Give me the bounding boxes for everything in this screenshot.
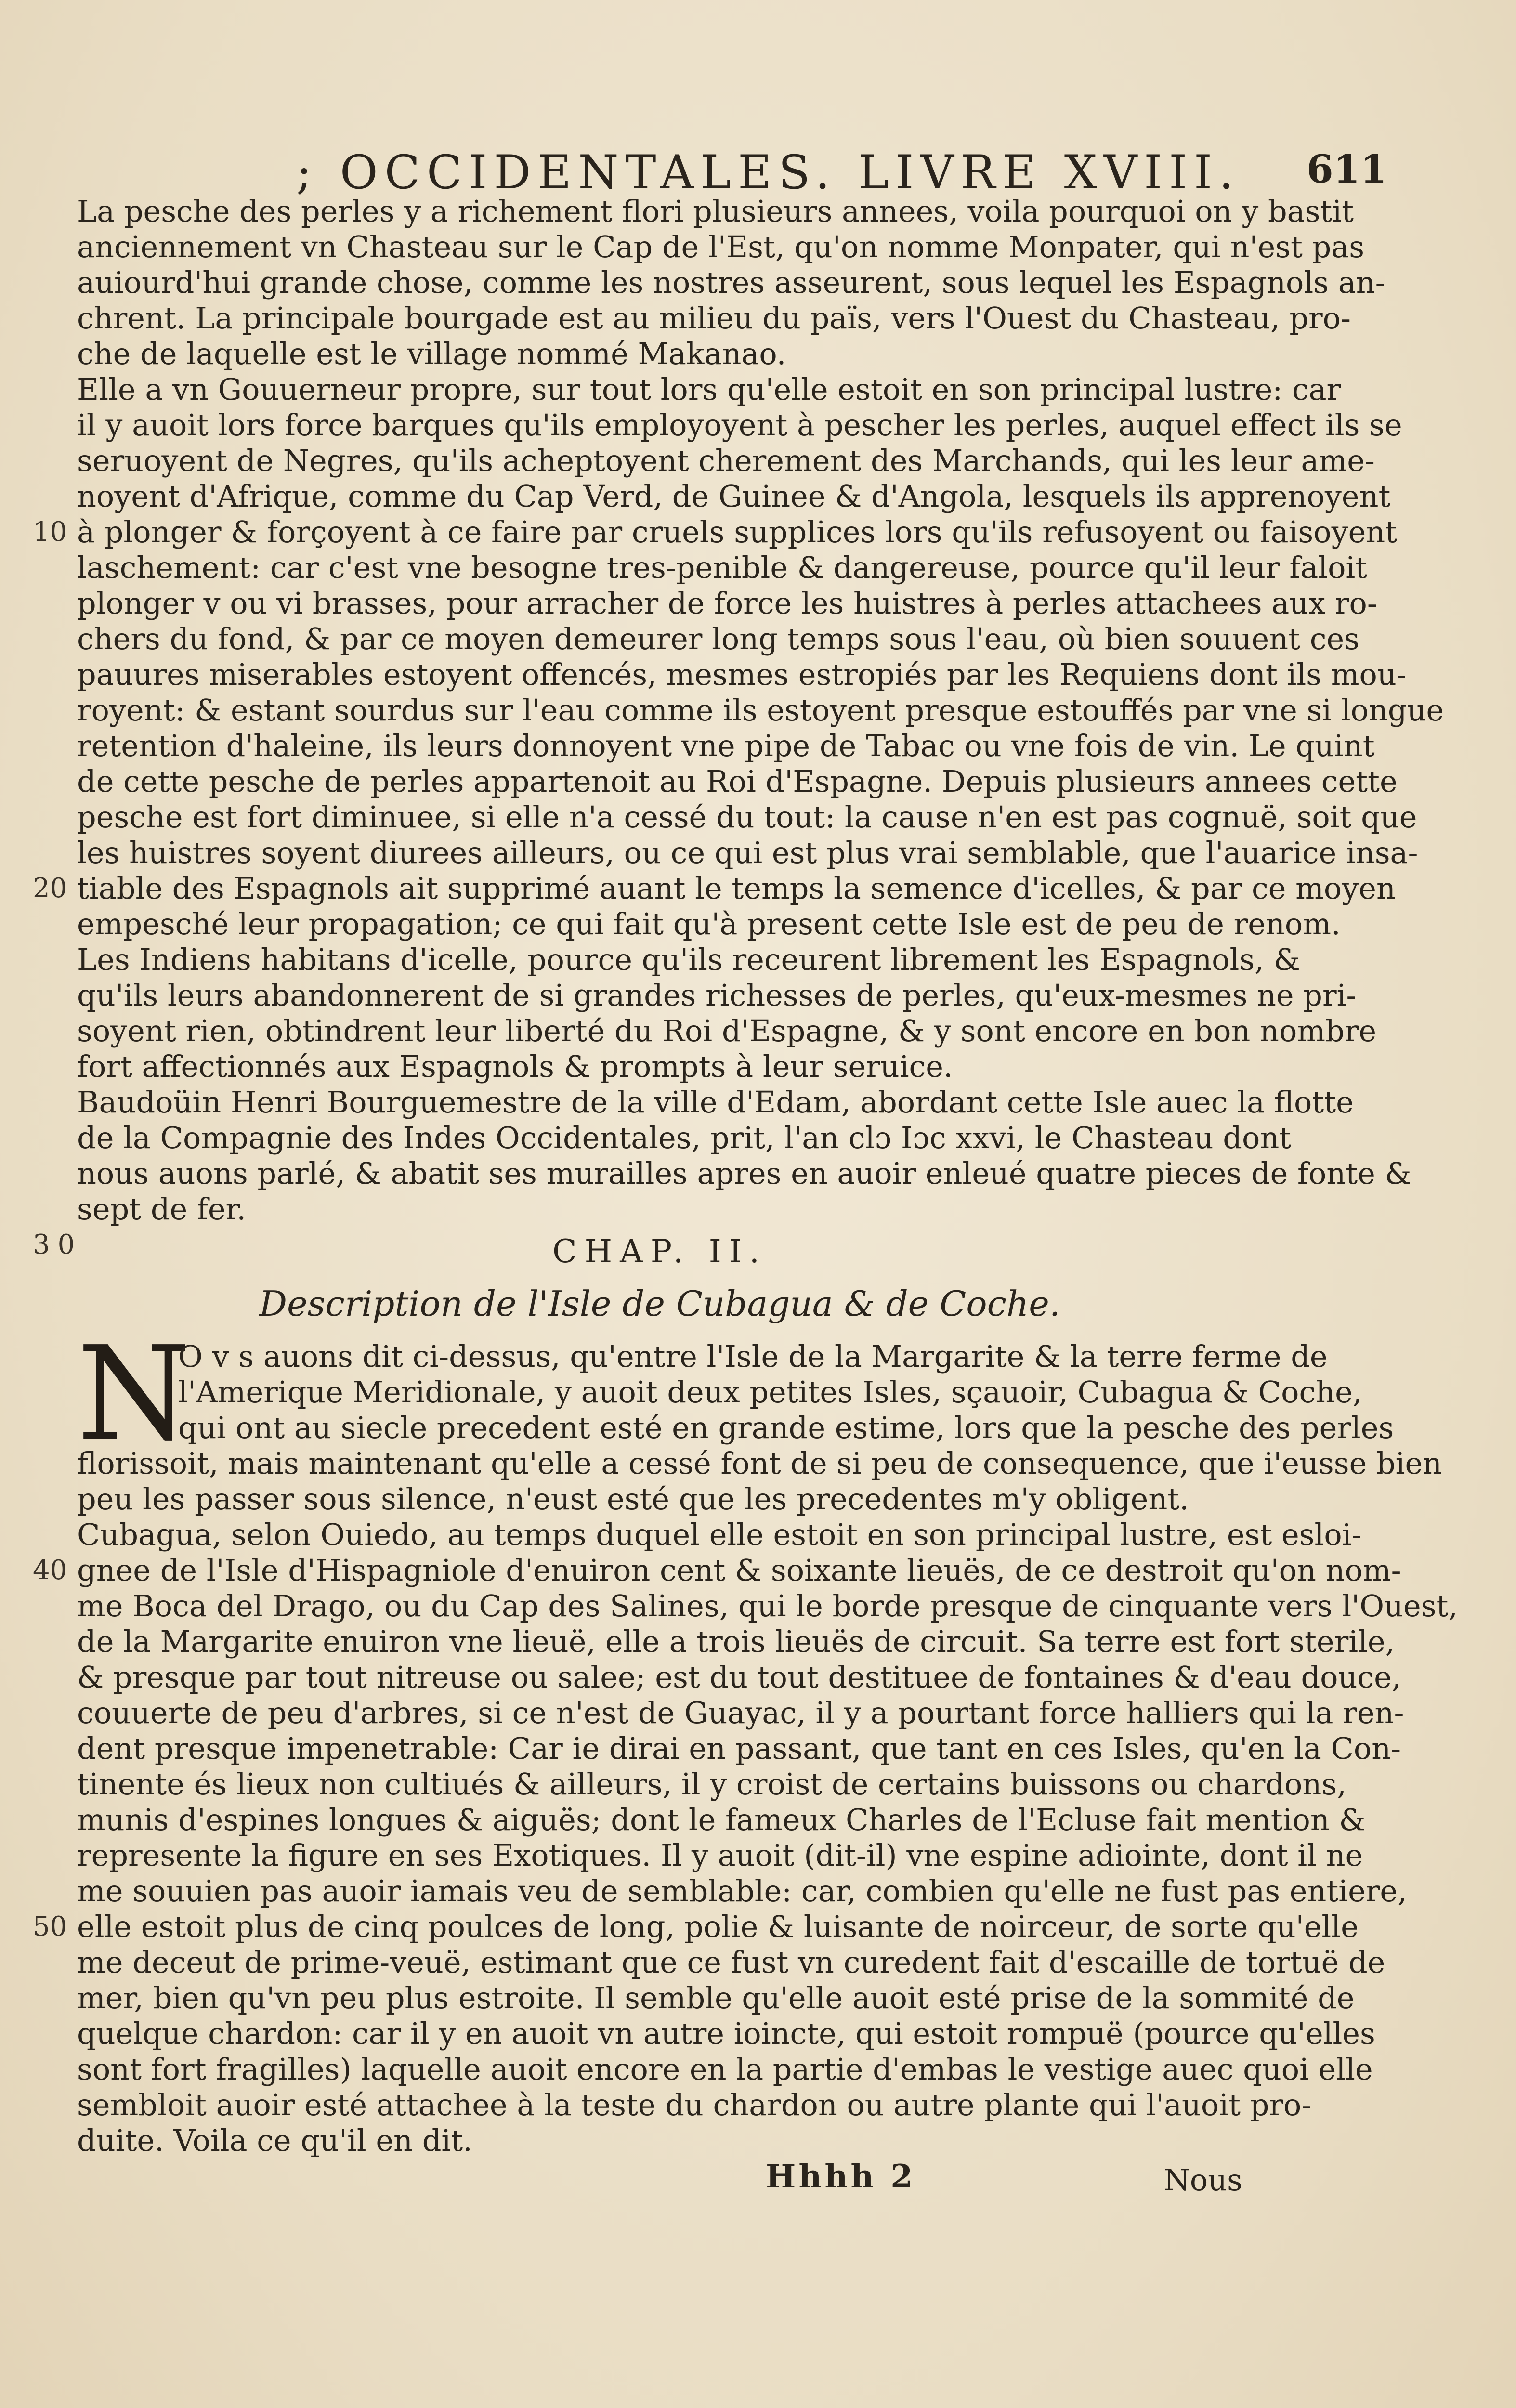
line-text: Elle a vn Gouuerneur propre, sur tout lors qu'elle estoit en son principal lustre: car [77,372,1341,407]
line-text: dent presque impenetrable: Car ie dirai en passant, que tant en ces Isles, qu'en la Con- [77,1731,1401,1766]
text-line [77,586,1377,621]
text-line [77,1446,1442,1481]
text-line [77,1588,1458,1624]
line-text: les huistres soyent diurees ailleurs, ou ce qui est plus vrai semblable, que l'auarice insa- [77,835,1418,870]
text-line [33,1909,1359,1945]
chapter-heading: CHAP. II. [552,1233,767,1270]
text-line [77,657,1407,693]
text-line [77,978,1357,1013]
text-line [77,1191,1242,1227]
text-line [77,1660,1401,1695]
text-line [77,906,1341,942]
text-line [77,265,1385,301]
text-block [33,194,1458,2202]
line-text: il y auoit lors force barques qu'ils employoyent à pescher les perles, auquel effect ils se [77,407,1402,443]
line-text: gnee de l'Isle d'Hispagniole d'enuiron cent & soixante lieuës, de ce destroit qu'on nom- [77,1553,1401,1588]
text-line [77,1013,1377,1049]
line-text: duite. Voila ce qu'il en dit. [77,2123,472,2158]
line-text: fort affectionnés aux Espagnols & prompts à leur seruice. [77,1049,953,1084]
line-text: sembloit auoir esté attachee à la teste du chardon ou autre plante qui l'auoit pro- [77,2087,1312,2122]
line-text: empesché leur propagation; ce qui fait qu'à present cette Isle est de peu de renom. [77,906,1341,942]
text-line [77,1156,1411,1191]
paragraphs-bottom [33,1446,1458,2159]
line-number: 40 [33,1555,67,1586]
running-title: ; OCCIDENTALES. LIVRE XVIII. [296,145,1241,199]
text-line [33,1553,1401,1588]
chapter-heading-row [33,1227,1242,1275]
text-line [77,1085,1354,1120]
line-text: pauures miserables estoyent offencés, mesmes estropiés par les Requiens dont ils mou- [77,657,1407,692]
line-text: chers du fond, & par ce moyen demeurer long temps sous l'eau, où bien souuent ces [77,621,1359,656]
line-text: elle estoit plus de cinq poulces de long, polie & luisante de noirceur, de sorte qu'elle [77,1909,1359,1944]
text-line [77,194,1354,229]
text-line [77,1980,1355,2016]
line-text: nous auons parlé, & abatit ses murailles apres en auoir enleué quatre pieces de fonte & [77,1156,1411,1191]
line-text: laschement: car c'est vne besogne tres-penible & dangereuse, pource qu'il leur faloit [77,550,1368,585]
line-text: Baudoüin Henri Bourguemestre de la ville d'Edam, abordant cette Isle auec la flotte [77,1085,1354,1120]
text-line: O v s auons dit ci-dessus, qu'entre l'Isle de la Margarite & la terre ferme de [178,1339,1328,1374]
line-text: che de laquelle est le village nommé Makanao. [77,336,786,371]
line-text: de la Compagnie des Indes Occidentales, prit, l'an clɔ Iɔc xxvi, le Chasteau dont [77,1120,1292,1155]
text-line [77,693,1444,728]
page-number: 611 [1307,146,1387,192]
text-line [77,1731,1401,1767]
line-number: 20 [33,873,67,904]
line-number: 50 [33,1911,67,1942]
text-line [33,514,1398,550]
text-line [77,1120,1292,1156]
dropcap-letter: N [77,1318,191,1470]
line-number: 10 [33,516,67,548]
line-text: munis d'espines longues & aiguës; dont le fameux Charles de l'Ecluse fait mention & [77,1802,1366,1837]
line-text: de cette pesche de perles appartenoit au Roi d'Espagne. Depuis plusieurs annees cette [77,764,1398,799]
line-text: pesche est fort diminuee, si elle n'a cessé du tout: la cause n'en est pas cognuë, soit que [77,799,1417,835]
line-text: noyent d'Afrique, comme du Cap Verd, de Guinee & d'Angola, lesquels ils apprenoyent [77,479,1391,514]
text-line [77,2052,1373,2087]
catchword: Nous [1163,2162,1242,2198]
line-text: me souuien pas auoir iamais veu de semblable: car, combien qu'elle ne fust pas entiere, [77,1873,1407,1909]
text-line [77,621,1359,657]
page-footer [77,2159,1242,2202]
text-line [77,229,1365,265]
line-text: auiourd'hui grande chose, comme les nostres asseurent, sous lequel les Espagnols an- [77,265,1385,300]
line-text: Les Indiens habitans d'icelle, pource qu'ils receurent librement les Espagnols, & [77,942,1300,977]
paragraphs-top [33,194,1444,1227]
line-text: sept de fer. [77,1191,247,1227]
text-line [77,1517,1362,1553]
text-line [77,2016,1375,2052]
line-text: La pesche des perles y a richement flori plusieurs annees, voila pourquoi on y bastit [77,194,1354,229]
text-line [77,835,1418,871]
line-number: 30 [33,1229,83,1260]
text-line [77,1767,1346,1802]
text-line [77,1873,1407,1909]
line-text: tinente és lieux non cultiués & ailleurs, il y croist de certains buissons ou chardons, [77,1767,1346,1802]
line-text: de la Margarite enuiron vne lieuë, elle a trois lieuës de circuit. Sa terre est fort sterile, [77,1624,1395,1659]
signature-mark: Hhhh 2 [766,2158,916,2195]
line-text: & presque par tout nitreuse ou salee; est du tout destituee de fontaines & d'eau douce, [77,1660,1401,1695]
line-text: florissoit, mais maintenant qu'elle a cessé font de si peu de consequence, que i'eusse bien [77,1446,1442,1481]
line-text: peu les passer sous silence, n'eust esté que les precedentes m'y obligent. [77,1481,1189,1517]
text-line: l'Amerique Meridionale, y auoit deux petites Isles, sçauoir, Cubagua & Coche, [178,1374,1362,1410]
text-line [77,2087,1312,2123]
line-text: anciennement vn Chasteau sur le Cap de l'Est, qu'on nomme Monpater, qui n'est pas [77,229,1365,264]
text-line: qui ont au siecle precedent esté en grande estime, lors que la pesche des perles [178,1410,1394,1445]
line-text: qu'ils leurs abandonnerent de si grandes richesses de perles, qu'eux-mesmes ne pri- [77,978,1357,1013]
text-line [77,728,1375,764]
line-text: mer, bien qu'vn peu plus estroite. Il semble qu'elle auoit esté prise de la sommité de [77,1980,1355,2015]
section-title: Description de l'Isle de Cubagua & de Coche. [259,1283,1060,1324]
text-line [77,1624,1395,1660]
text-line [77,407,1402,443]
text-line [77,479,1391,514]
line-text: me Boca del Drago, ou du Cap des Salines, qui le borde presque de cinquante vers l'Ouest, [77,1588,1458,1623]
running-head [250,141,1387,199]
line-text: represente la figure en ses Exotiques. Il y auoit (dit-il) vne espine adiointe, dont il ne [77,1838,1363,1873]
line-text: chrent. La principale bourgade est au milieu du païs, vers l'Ouest du Chasteau, pro- [77,301,1351,336]
text-line [77,443,1375,479]
line-text: quelque chardon: car il y en auoit vn autre ioincte, qui estoit rompuë (pource qu'elles [77,2016,1375,2051]
text-line [77,550,1368,586]
text-line [77,942,1300,978]
line-text: retention d'haleine, ils leurs donnoyent vne pipe de Tabac ou vne fois de vin. Le quint [77,728,1375,763]
line-text: tiable des Espagnols ait supprimé auant le temps la semence d'icelles, & par ce moyen [77,871,1396,906]
line-text: me deceut de prime-veuë, estimant que ce fust vn curedent fait d'escaille de tortuë de [77,1945,1385,1980]
line-text: sont fort fragilles) laquelle auoit encore en la partie d'embas le vestige auec quoi elle [77,2052,1373,2087]
text-line [77,1838,1363,1873]
text-line [77,301,1351,336]
line-text: à plonger & forçoyent à ce faire par cruels supplices lors qu'ils refusoyent ou faisoyent [77,514,1398,550]
text-line [77,1802,1366,1838]
line-text: Cubagua, selon Ouiedo, au temps duquel elle estoit en son principal lustre, est esloi- [77,1517,1362,1552]
text-line [77,372,1341,407]
text-line [77,799,1417,835]
line-text: seruoyent de Negres, qu'ils acheptoyent cherement des Marchands, qui les leur ame- [77,443,1375,478]
line-text: royent: & estant sourdus sur l'eau comme ils estoyent presque estouffés par vne si longue [77,693,1444,728]
text-line [77,336,1242,372]
text-line [77,1049,1242,1085]
text-line [77,1695,1404,1731]
text-line [77,764,1398,799]
line-text: soyent rien, obtindrent leur liberté du Roi d'Espagne, & y sont encore en bon nombre [77,1013,1377,1048]
text-line [77,1481,1242,1517]
line-text: couuerte de peu d'arbres, si ce n'est de Guayac, il y a pourtant force halliers qui la ren- [77,1695,1404,1730]
text-line [33,871,1396,906]
text-line [77,2123,1242,2159]
text-line [77,1945,1385,1980]
line-text: plonger v ou vi brasses, pour arracher de force les huistres à perles attachees aux ro- [77,586,1377,621]
